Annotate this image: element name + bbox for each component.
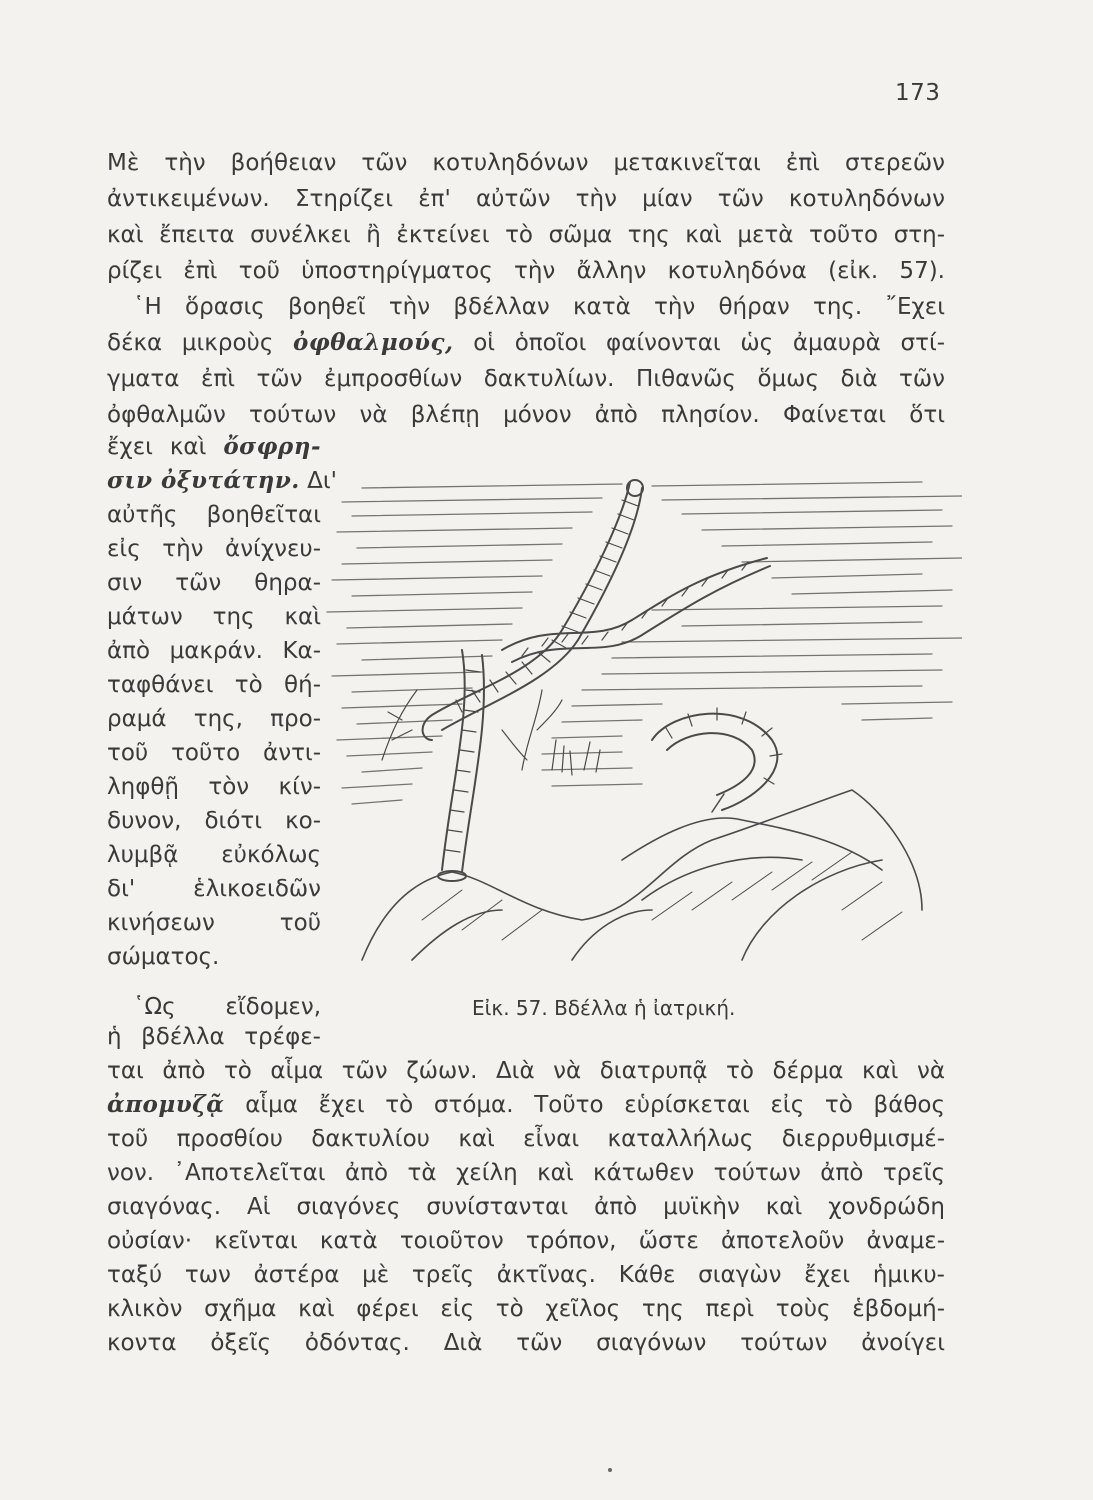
- text-line: κοντα ὀξεῖς ὀδόντας. Διὰ τῶν σιαγόνων τούτων ἀνοίγει: [107, 1330, 945, 1356]
- text-line: σώματος.: [107, 944, 220, 970]
- text-line: οὐσίαν· κεῖνται κατὰ τοιοῦτον τρόπον, ὥστε ἀποτελοῦν ἀναμε-: [107, 1228, 945, 1254]
- text-line: κλικὸν σχῆμα καὶ φέρει εἰς τὸ χεῖλος της περὶ τοὺς ἑβδομή-: [107, 1296, 945, 1322]
- text-line: ἡ βδέλλα τρέφε-: [107, 1024, 321, 1050]
- text-line: λυμβᾷ εὐκόλως: [107, 842, 321, 868]
- text-line: [107, 464, 337, 498]
- leech-curled: [652, 708, 782, 812]
- text-line: ται ἀπὸ τὸ αἷμα τῶν ζώων. Διὰ νὰ διατρυπᾷ τὸ δέρμα καὶ νὰ: [107, 1058, 945, 1084]
- text-line: ῾Η ὅρασις βοηθεῖ τὴν βδέλλαν κατὰ τὴν θήραν της. ῎Εχει: [133, 294, 945, 320]
- text-line: ταξύ των ἀστέρα μὲ τρεῖς ἀκτῖνας. Κάθε σιαγὼν ἔχει ἡμικυ-: [107, 1262, 945, 1288]
- text-line: ληφθῇ τὸν κίν-: [107, 774, 321, 800]
- figure-57: [322, 440, 962, 990]
- text-line: [107, 326, 945, 360]
- water-plants: [382, 690, 600, 775]
- text-span: Δι': [307, 468, 337, 494]
- text-line: ῾Ως εἴδομεν,: [133, 994, 321, 1020]
- print-speck: [608, 1468, 612, 1472]
- text-line: κινήσεων τοῦ: [107, 910, 321, 936]
- text-line: δυνον, διότι κο-: [107, 808, 321, 834]
- text-line: ραμά της, προ-: [107, 706, 321, 732]
- text-line: νον. ᾿Αποτελεῖται ἀπὸ τὰ χείλη καὶ κάτωθεν τούτων ἀπὸ τρεῖς: [107, 1160, 945, 1186]
- water-hatching: [327, 482, 962, 804]
- page-number: 173: [895, 80, 941, 106]
- text-line: καὶ ἔπειτα συνέλκει ἢ ἐκτείνει τὸ σῶμα της καὶ μετὰ τοῦτο στη-: [107, 222, 945, 248]
- emphasized-term: ὀφθαλμούς,: [293, 329, 454, 356]
- text-line: Μὲ τὴν βοήθειαν τῶν κοτυληδόνων μετακινεῖται ἐπὶ στερεῶν: [107, 150, 945, 176]
- text-line: τοῦ τοῦτο ἀντι-: [107, 740, 321, 766]
- text-span: αἷμα ἔχει τὸ στόμα. Τοῦτο εὑρίσκεται εἰς τὸ βάθος: [245, 1092, 946, 1118]
- text-line: ἀντικειμένων. Στηρίζει ἐπ' αὐτῶν τὴν μίαν τῶν κοτυληδόνων: [107, 186, 945, 212]
- rocks: [362, 790, 922, 960]
- text-line: ταφθάνει τὸ θή-: [107, 672, 321, 698]
- leech-vertical: [438, 650, 484, 881]
- text-line: δι' ἑλικοειδῶν: [107, 876, 321, 902]
- text-span: ἔχει καὶ: [107, 434, 207, 460]
- text-line: [107, 430, 321, 464]
- emphasized-term: σιν ὀξυτάτην.: [107, 467, 300, 494]
- leech-wavy: [502, 558, 770, 662]
- text-line: σιν τῶν θηρα-: [107, 570, 321, 596]
- text-line: αὐτῆς βοηθεῖται: [107, 502, 321, 528]
- emphasized-term: ἀπομυζᾷ: [107, 1091, 225, 1118]
- text-line: ἀπὸ μακράν. Κα-: [107, 638, 321, 664]
- text-line: τοῦ προσθίου δακτυλίου καὶ εἶναι καταλλήλως διερρυθμισμέ-: [107, 1126, 945, 1152]
- emphasized-term: ὄσφρη-: [223, 433, 321, 460]
- leech-illustration-icon: [322, 440, 962, 990]
- figure-caption: Εἰκ. 57. Βδέλλα ἡ ἰατρική.: [472, 996, 736, 1020]
- text-line: γματα ἐπὶ τῶν ἐμπροσθίων δακτυλίων. Πιθανῶς ὅμως διὰ τῶν: [107, 366, 945, 392]
- text-line: ὀφθαλμῶν τούτων νὰ βλέπῃ μόνον ἀπὸ πλησίον. Φαίνεται ὅτι: [107, 402, 945, 428]
- text-span: οἱ ὁποῖοι φαίνονται ὡς ἀμαυρὰ στί-: [473, 330, 946, 356]
- text-line: σιαγόνας. Αἱ σιαγόνες συνίστανται ἀπὸ μυϊκὴν καὶ χονδρώδη: [107, 1194, 945, 1220]
- text-line: εἰς τὴν ἀνίχνευ-: [107, 536, 321, 562]
- text-line: [107, 1088, 945, 1122]
- text-line: μάτων της καὶ: [107, 604, 321, 630]
- text-line: ρίζει ἐπὶ τοῦ ὑποστηρίγματος τὴν ἄλλην κοτυληδόνα (εἰκ. 57).: [107, 258, 945, 284]
- text-span: δέκα μικροὺς: [107, 330, 274, 356]
